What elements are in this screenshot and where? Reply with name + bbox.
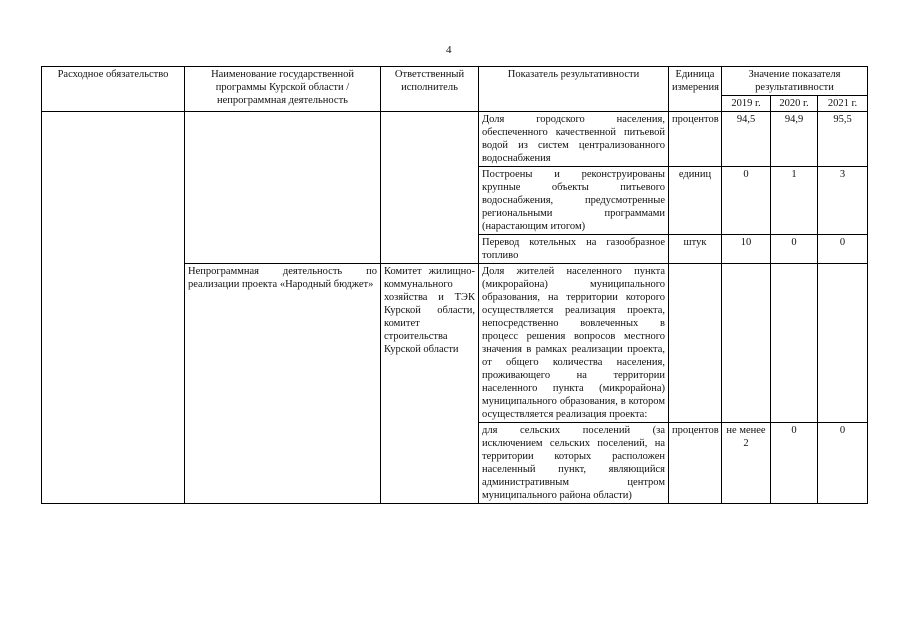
value-2019-cell: 0 bbox=[722, 167, 771, 235]
value-2021-cell: 0 bbox=[818, 423, 868, 504]
value-2020-cell: 1 bbox=[771, 167, 818, 235]
indicator-cell: Построены и реконструированы крупные объекты питьевого водоснабжения, предусмотренные региональными программами (нарастающим итогом) bbox=[479, 167, 669, 235]
expense-obligation-cell bbox=[42, 112, 185, 504]
executor-cell bbox=[381, 112, 479, 264]
unit-cell: штук bbox=[669, 235, 722, 264]
table-row bbox=[42, 112, 868, 167]
value-2020-cell: 94,9 bbox=[771, 112, 818, 167]
value-2021-cell: 3 bbox=[818, 167, 868, 235]
header-year-2019: 2019 г. bbox=[722, 96, 771, 112]
value-2021-cell bbox=[818, 264, 868, 423]
header-row bbox=[42, 67, 868, 96]
value-2019-cell bbox=[722, 264, 771, 423]
indicator-cell: Перевод котельных на газообразное топливо bbox=[479, 235, 669, 264]
indicators-table bbox=[41, 66, 868, 504]
value-2021-cell: 0 bbox=[818, 235, 868, 264]
unit-cell: процентов bbox=[669, 112, 722, 167]
header-executor: Ответственный исполнитель bbox=[381, 67, 479, 112]
header-year-2020: 2020 г. bbox=[771, 96, 818, 112]
program-cell: Непрограммная деятельность по реализации проекта «Народный бюджет» bbox=[185, 264, 381, 504]
indicator-cell: Доля жителей населенного пункта (микрорайона) муниципального образования, на территории которого осуществляется реализация проекта, непосредственно вовлеченных в процесс решения вопросов местного значения в рамках реализации проекта, от общего количества населения, проживающего на территории населенного пункта (микрорайона) муниципального образования, в котором осуществляется реализация проекта: bbox=[479, 264, 669, 423]
value-2019-cell: не менее 2 bbox=[722, 423, 771, 504]
value-2020-cell: 0 bbox=[771, 423, 818, 504]
value-2019-cell: 10 bbox=[722, 235, 771, 264]
indicator-cell: Доля городского населения, обеспеченного качественной питьевой водой из систем централизованного водоснабжения bbox=[479, 112, 669, 167]
header-year-2021: 2021 г. bbox=[818, 96, 868, 112]
header-indicator: Показатель результативности bbox=[479, 67, 669, 112]
indicator-cell: для сельских поселений (за исключением сельских поселений, на территории которых расположен населенный пункт, являющийся административным центром муниципального района области) bbox=[479, 423, 669, 504]
executor-cell: Комитет жилищно-коммунального хозяйства и ТЭК Курской области, комитет строительства Курской области bbox=[381, 264, 479, 504]
header-program-name: Наименование государственной программы Курской области / непрограммная деятельность bbox=[185, 67, 381, 112]
unit-cell: единиц bbox=[669, 167, 722, 235]
value-2019-cell: 94,5 bbox=[722, 112, 771, 167]
value-2021-cell: 95,5 bbox=[818, 112, 868, 167]
header-expense-obligation: Расходное обязательство bbox=[42, 67, 185, 112]
header-indicator-value: Значение показателя результативности bbox=[722, 67, 868, 96]
value-2020-cell bbox=[771, 264, 818, 423]
unit-cell bbox=[669, 264, 722, 423]
header-unit: Единица измерения bbox=[669, 67, 722, 112]
unit-cell: процентов bbox=[669, 423, 722, 504]
page-number: 4 bbox=[446, 44, 452, 56]
value-2020-cell: 0 bbox=[771, 235, 818, 264]
program-cell bbox=[185, 112, 381, 264]
